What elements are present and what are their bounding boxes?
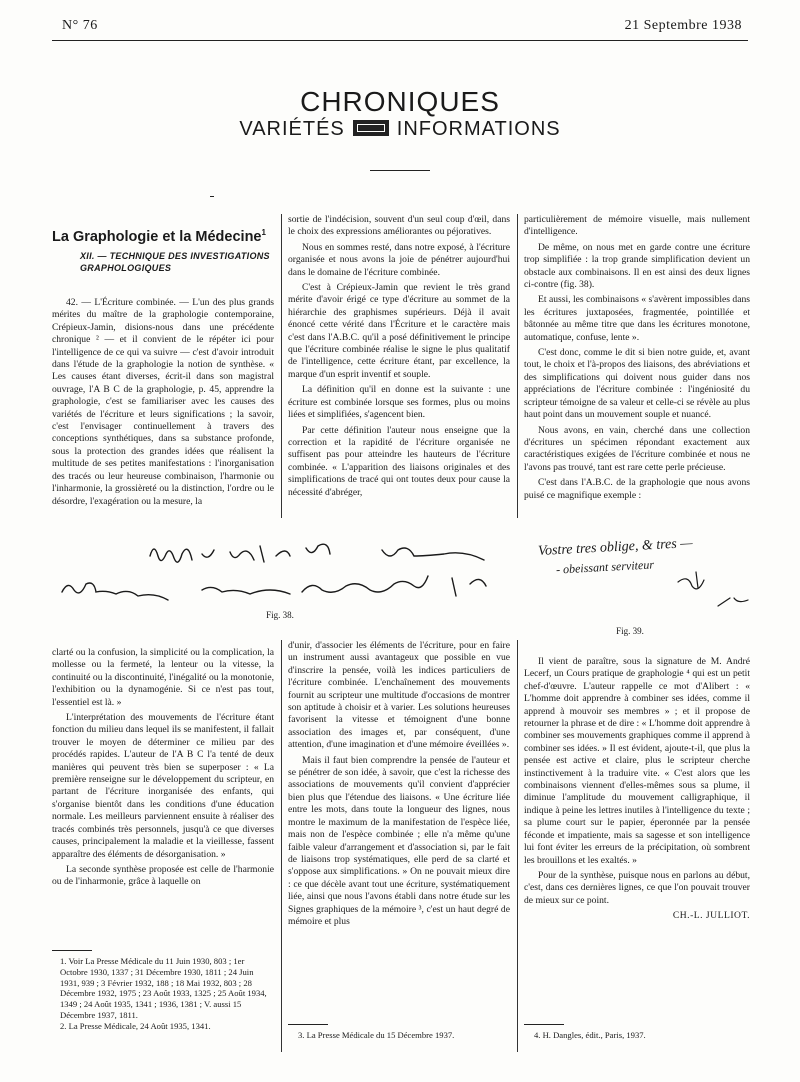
small-mark (210, 196, 214, 197)
figure-39-handwriting (528, 528, 760, 620)
figure-38-caption: Fig. 38. (266, 610, 294, 620)
paragraph: Nous avons, en vain, cherché dans une collection d'écritures un spécimen répondant exactement aux caractéristiques exigées de l'écriture combinée et nous ne l'avons pas trouvé, tant est rare cette perle précieuse. (524, 424, 750, 473)
section-title: XII. — TECHNIQUE DES INVESTIGATIONS GRAPHOLOGIQUES (80, 251, 270, 273)
paragraph: sortie de l'indécision, souvent d'un seul coup d'œil, dans le choix des expressions améliorantes ou péjoratives. (288, 214, 510, 238)
footnote: 1. Voir La Presse Médicale du 11 Juin 1930, 803 ; 1er Octobre 1930, 1337 ; 31 Décembre 1930, 1811 ; 24 Juin 1931, 939 ; 3 Février 1932, 188 ; 18 Mai 1932, 803 ; 28 Décembre 1932, 1975 ; 23 Août 1933, 1325 ; 25 Août 1934, 1349 ; 24 Août 1935, 1341 ; 1936, 1381 ; V. aussi 15 Décembre 1937, 1811. (60, 956, 267, 1020)
paragraph: 42. — L'Écriture combinée. — L'un des plus grands mérites du maître de la graphologie contemporaine, Crépieux-Jamin, disions-nous dans une précédente chronique ² — et il convient de le répéter ici pour l'intelligence de ce qui va suivre — c'est d'avoir introduit dans l'étude de la graphologie la notion de synthèse. « Les causes étant diverses, écrit-il dans son magistral ouvrage, l'A B C de la graphologie, p. 45, apprendre la graphologie, c'est se familiariser avec les causes des variétés de l'écriture et leurs significations ; la savoir, c'est l'envisager continuellement à travers des conceptions synthétiques, dans sa substance profonde, sous la protection des grandes idées que réalisent la multitude de ses petites manifestations : l'inorganisation des tracés ou leur heureuse combinaison, l'harmonie ou l'inharmonie, la grossièreté ou la distinction, l'ordre ou le désordre, l'exagération ou la mesure, la (52, 297, 274, 507)
footnotes-column-1 (52, 956, 274, 1032)
masthead-rule (370, 170, 430, 171)
article-title: La Graphologie et la Médecine$^1$ (52, 228, 266, 245)
paragraph: d'unir, d'associer les éléments de l'écriture, pour en faire un instrument aussi avantageux que possible en vue d'inscrire la pensée, voilà les indices particuliers de l'écriture combinée. L'enchaînement des mouvements fournit au scripteur une multitude d'occasions de montrer son aptitude à choisir et à varier. Les solutions heureuses favorisent la vitesse et témoignent d'une bonne association des images et, par conséquent, d'une attention, d'une imagination et d'une mémoire éveillées ». (288, 640, 510, 751)
footnote-column-3: 4. H. Dangles, édit., Paris, 1937. (534, 1030, 646, 1040)
column-2-bottom (288, 640, 510, 931)
footnote-rule (524, 1024, 564, 1025)
paragraph: La définition qu'il en donne est la suivante : une écriture est combinée lorsque ses formes, plus ou moins liées et simplifiées, s'agencent bien. (288, 384, 510, 421)
header-rule (52, 40, 748, 41)
page-number: N° 76 (62, 18, 98, 33)
paragraph: C'est dans l'A.B.C. de la graphologie que nous avons puisé ce magnifique exemple : (524, 477, 750, 501)
paragraph: clarté ou la confusion, la simplicité ou la complication, la mollesse ou la fermeté, la lenteur ou la vitesse, la continuité ou la discontinuité, l'inégalité ou la monotonie, l'exhibition ou la dynamogénie. Si ce n'est pas tout, l'essentiel est là. » (52, 647, 274, 708)
paragraph: particulièrement de mémoire visuelle, mais nullement d'intelligence. (524, 214, 750, 238)
masthead-varietes: VARIÉTÉS (239, 118, 345, 140)
figure-39-line-1: Vostre tres oblige, & tres — (537, 535, 694, 560)
figure-39-caption: Fig. 39. (616, 626, 644, 636)
paragraph: Et aussi, les combinaisons « s'avèrent impossibles dans les écritures juxtaposées, fragmentée, pointillée et bâtonnée au même titre que dans les écritures monotone, automatique, confuse, lente ». (524, 294, 750, 343)
paragraph: C'est donc, comme le dit si bien notre guide, et, avant tout, le choix et l'à-propos des liaisons, des abréviations et des simplifications qui doivent nous guider dans nos appréciations de l'écriture combinée : l'ingéniosité du scripteur témoigne de sa valeur et celle-ci se révèle au plus haut point dans un mouvement souple et nuancé. (524, 347, 750, 421)
column-divider (281, 214, 282, 518)
paragraph: C'est à Crépieux-Jamin que revient le très grand mérite d'avoir érigé ce type d'écriture au sommet de la hiérarchie des graphismes supérieurs. Déjà il avait énoncé cette vérité dans l'Écriture et le caractère mais c'est dans l'A.B.C. qu'il a posé définitivement le principe que l'écriture combinée réalise le signe le plus qualitatif de l'intelligence, cette écriture étant, par excellence, la marque d'un esprit inventif et souple. (288, 282, 510, 380)
masthead-title: CHRONIQUES (300, 86, 500, 117)
paragraph: La seconde synthèse proposée est celle de l'harmonie ou de l'inharmonie, grâce à laquelle on (52, 863, 274, 888)
figure-38-handwriting (52, 534, 514, 604)
footnote-rule (288, 1024, 328, 1025)
paragraph: Il vient de paraître, sous la signature de M. André Lecerf, un Cours pratique de graphologie ⁴ qui est un petit chef-d'œuvre. L'auteur rappelle ce mot d'Alibert : « L'homme doit apprendre à combiner ses idées, comme il apprend à mouvoir ses membres » ; et il propose de retourner la phrase et de dire : « L'homme doit apprendre à combiner ses mouvements graphiques comme il apprend à combiner ses idées. » Il est évident, ajoute-t-il, que plus la pensée est active et claire, plus le scripteur cherche instinctivement à la traduire vite. « C'est alors que les combinaisons viennent d'elles-mêmes sous sa plume, il diminue l'amplitude du mouvement calligraphique, il indique à peine les lettres inutiles à l'intelligence du texte ; sa plume court sur le papier, éperonnée par la pensée féconde et impatiente, mais sa sagesse et son intelligence lui font éviter les erreurs de la précipitation, où sombrent les brouillons et les exaltés. » (524, 656, 750, 866)
paragraph: De même, on nous met en garde contre une écriture trop simplifiée : la trop grande simplification devient un obstacle aux combinaisons. Il en est ainsi des deux lignes ci-contre (fig. 38). (524, 241, 750, 291)
column-2-top (288, 214, 510, 502)
masthead-subtitle (0, 118, 800, 141)
column-3-top (524, 214, 750, 505)
column-1-bottom (52, 647, 274, 892)
ornament-icon (353, 120, 389, 136)
footnote-column-2: 3. La Presse Médicale du 15 Décembre 1937. (298, 1030, 455, 1040)
paragraph: Par cette définition l'auteur nous enseigne que la correction et la rapidité de l'écriture organisée ne suffisent pas pour atteindre les hauteurs de l'écriture combinée. « L'apparition des liaisons originales et des simplifications de tracé qui ont toutes deux pour cause la nécessité d'abréger, (288, 424, 510, 498)
column-3-bottom (524, 656, 750, 926)
column-divider (517, 640, 518, 1052)
paragraph: Pour de la synthèse, puisque nous en parlons au début, c'est, dans ces dernières lignes, ce que l'on pouvait trouver de mieux sur ce point. (524, 869, 750, 906)
column-divider (281, 640, 282, 1052)
paragraph: L'interprétation des mouvements de l'écriture étant fonction du milieu dans lequel ils se manifestent, il fallait trouver le moyen de déterminer ce milieu par des procédés rapides. L'auteur de l'A B C l'a tenté de deux manières qui peuvent très bien se superposer : « La première renseigne sur le développement du scripteur, en partant de l'écriture inorganisée des enfants, qui s'organise bientôt dans les conditions d'une éducation normale. Les meilleurs parviennent ensuite à réaliser des tracés combinés très personnels, jusqu'à ce que diverses causes, principalement la maladie et la vieillesse, fassent apparaître des éléments de désorganisation. » (52, 712, 274, 860)
column-divider (517, 214, 518, 518)
column-1-top (52, 297, 274, 511)
footnote: 2. La Presse Médicale, 24 Août 1935, 1341. (60, 1020, 211, 1031)
masthead-informations: INFORMATIONS (396, 118, 561, 140)
author-signature: CH.-L. JULLIOT. (672, 910, 750, 922)
footnote-rule (52, 950, 92, 951)
issue-date: 21 Septembre 1938 (624, 18, 742, 33)
figure-39-line-2: - obeissant serviteur (555, 557, 655, 577)
paragraph: Nous en sommes resté, dans notre exposé, à l'écriture organisée et nous avons la joie de pénétrer aujourd'hui dans le domaine de l'écriture combinée. (288, 241, 510, 278)
paragraph: Mais il faut bien comprendre la pensée de l'auteur et se pénétrer de son idée, à savoir, que c'est la richesse des associations de mouvements qu'il convient d'apprécier bien plus que l'étendue des liaisons. « Une écriture liée entre les mots, dans toute la longueur des lignes, nous montre le maximum de la manifestation de l'espèce liée, mais non de l'espèce combinée ; elle n'a même qu'une faible valeur d'arrangement et d'association si, par le fait de liaisons trop systématiques, elle perd de sa clarté et s'oppose aux simplifications. » On ne pouvait mieux dire : ce que décèle avant tout une écriture, systématiquement liée, ainsi que nous l'avons établi dans notre étude sur les Signes graphiques de la mémoire ³, c'est un haut degré de mémoire et plus (288, 754, 510, 927)
